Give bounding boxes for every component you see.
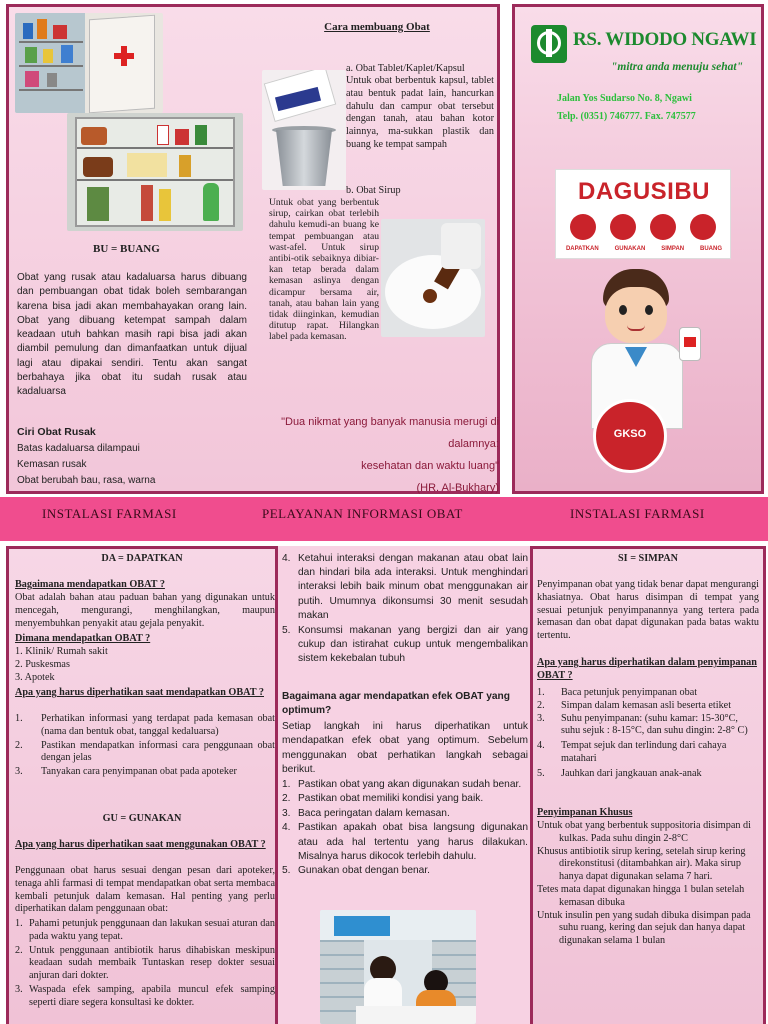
da-places	[15, 646, 275, 684]
mid-step	[282, 821, 528, 864]
gu-item	[15, 918, 275, 944]
si-intro: Penyimpanan obat yang tidak benar dapat mengurangi khasiatnya. Obat harus disimpan di tempat yang sesuai petunjuk penyimpanannya yang tertera pada kemasan dan obat dapat digunakan pada batas waktu tertentu.	[537, 579, 759, 642]
item-number: 3.	[537, 712, 545, 724]
sink-photo	[381, 219, 485, 337]
item-number: 4.	[282, 822, 291, 834]
da-gu-panel	[6, 546, 278, 1024]
usage-panel	[278, 546, 530, 1024]
item-text: Gunakan obat dengan benar.	[298, 865, 430, 877]
place-item: 2. Puskesmas	[15, 658, 70, 670]
da-item	[15, 766, 275, 779]
item-text: Tempat sejuk dan terlindung dari cahaya matahari	[561, 740, 727, 764]
si-panel	[530, 546, 766, 1024]
da-title: DA = DAPATKAN	[101, 553, 183, 564]
item-number: 5.	[282, 865, 291, 877]
item-number: 2.	[15, 944, 23, 956]
si-items	[537, 687, 759, 781]
gu-answer: Penggunaan obat harus sesuai dengan pesan dari apoteker, tenaga ahli farmasi di tempat mendapatkan obat serta membaca kembali petunjuk dalam kemasan. Hal penting yang perlu diperhatikan dalam penggunaan obat:	[15, 865, 275, 915]
khusus-item: Khusus antibiotik sirup kering, setelah sirup kering direkonstitusi (ditambahkan air). Maka sirup hanya dapat digunakan selama 7 hari.	[537, 845, 746, 883]
item-text: Waspada efek samping, apabila muncul efek samping seperti diare segera konsultasi ke dokter.	[29, 983, 275, 1008]
gu-item	[15, 945, 275, 983]
item-number: 1.	[15, 713, 23, 724]
ciri-title: Ciri Obat Rusak	[17, 426, 96, 438]
khusus-item: Untuk obat yang berbentuk suppositoria disimpan di kulkas. Pada suhu dingin 2-8°C	[537, 820, 751, 844]
quote-line-1: "Dua nikmat yang banyak manusia merugi di dalamnya:	[281, 416, 499, 450]
tablet-text: Untuk obat berbentuk kapsul, tablet atau bentuk padat lain, hancurkan dahulu dan campur obat tersebut dengan tanah, atau bahan kotor lainnya, ma-sukkan plastik dan buang ke tempat sampah	[346, 75, 494, 150]
title-band	[0, 497, 768, 541]
item-text: Perhatikan informasi yang terdapat pada kemasan obat (nama dan bentuk obat, tanggal kedaluarsa)	[41, 713, 275, 737]
mid-items-top	[282, 552, 528, 667]
item-number: 5.	[282, 625, 291, 637]
item-text: Pastikan apakah obat bisa langsung digunakan atau ada hal tertentu yang harus dilakukan. Misalnya harus dikocok terlebih dahulu.	[298, 822, 528, 863]
da-item	[15, 713, 275, 739]
bu-title: BU = BUANG	[93, 243, 160, 255]
item-text: Untuk penggunaan antibiotik harus dihabiskan meskipun keadaan sudah membaik Tuntaskan resep dokter sesuai anjuran dari dokter.	[29, 944, 275, 982]
da-items	[15, 713, 275, 779]
place-item: 1. Klinik/ Rumah sakit	[15, 646, 108, 657]
mid-step	[282, 807, 528, 821]
sirup-text: Untuk obat yang berbentuk sirup, cairkan obat terlebih dahulu kemudi-an buang ke tempat pembuangan atau wast-afel. Untuk sirup antibi-otik sebaiknya dibiar-kan tetap berada dalam kemasan aslinya dengan dicampur bersama air, tanah, atau bahan lain yang tidak diinginkan, kemudian ditutup rapat. Hilangkan label pada kemasan.	[269, 197, 379, 343]
hospital-address: Jalan Yos Sudarso No. 8, Ngawi	[557, 93, 692, 104]
cara-membuang-title: Cara membuang Obat	[324, 21, 430, 33]
item-text: Jauhkan dari jangkauan anak-anak	[561, 767, 702, 779]
bu-text: Obat yang rusak atau kadaluarsa harus dibuang dan pembuangan obat tidak boleh sembarangan karena bisa jadi akan membahayakan orang lain. Obat yang dibuang ketempat sampah dalam keadaan utuh bahkan masih rapi bisa jadi akan diambil pemulung dan dimanfaatkan untuk dijual lagi atau dipakai sendiri. Tentu akan sangat berbahaya jika obat itu sudah rusak atau kadaluarsa	[17, 272, 247, 398]
dapatkan-icon	[570, 214, 596, 240]
da-answer-1: Obat adalah bahan atau paduan bahan yang digunakan untuk mencegah, mengurangi, menghilangkan, maupun menyembuhkan penyakit atau gejala penyakit.	[15, 592, 275, 629]
gu-item	[15, 984, 275, 1010]
khusus-item: Untuk insulin pen yang sudah dibuka disimpan pada suhu ruang, kering dan sejuk dan hanya dapat digunakan selama 1 bulan	[537, 909, 751, 947]
hospital-tagline: "mitra anda menuju sehat"	[611, 61, 743, 73]
da-question-1: Bagaimana mendapatkan OBAT ?	[15, 579, 165, 590]
ciri-item: Kemasan rusak	[17, 459, 87, 470]
dagusibu-labels	[558, 246, 730, 252]
pharmacy-counter-photo	[320, 910, 476, 1024]
da-item	[15, 740, 275, 766]
item-text: Konsumsi makanan yang bergizi dan air yang cukup dan istirahat cukup untuk mengembalikan sistem kekebalan tubuh	[298, 625, 528, 665]
si-item	[537, 768, 759, 781]
item-number: 4.	[537, 740, 545, 752]
trash-bin-photo	[262, 70, 346, 190]
mid-step	[282, 778, 528, 792]
tablet-title: a. Obat Tablet/Kaplet/Kapsul	[346, 63, 465, 74]
item-text: Baca peringatan dalam kemasan.	[298, 807, 450, 819]
dagusibu-logo	[555, 169, 731, 259]
item-number: 1.	[537, 687, 545, 698]
gu-question: Apa yang harus diperhatikan saat menggunakan OBAT ?	[15, 839, 266, 850]
item-number: 3.	[282, 807, 291, 819]
band-left-title: INSTALASI FARMASI	[42, 506, 177, 521]
item-text: Pastikan obat yang akan digunakan sudah benar.	[298, 779, 522, 790]
hospital-name: RS. WIDODO NGAWI	[573, 29, 757, 50]
item-number: 2.	[537, 699, 545, 711]
item-text: Simpan dalam kemasan asli beserta etiket	[561, 699, 732, 711]
refrigerator-photo	[67, 113, 243, 231]
item-number: 1.	[15, 918, 23, 929]
hadith-quote	[269, 411, 499, 499]
item-number: 5.	[537, 767, 545, 779]
item-text: Tanyakan cara penyimpanan obat pada apoteker	[41, 766, 237, 778]
mid-answer: Setiap langkah ini harus diperhatikan untuk mendapatkan efek obat yang optimum. Sebelum menggunakan obat perhatikan langkah sebagai berikut.	[282, 721, 528, 776]
gkso-badge	[593, 399, 667, 473]
si-item	[537, 687, 759, 700]
ciri-list	[17, 441, 155, 489]
medicine-cabinet-photo	[15, 13, 163, 113]
gu-title: GU = GUNAKAN	[102, 813, 182, 824]
quote-source: (HR. Al-Bukhary)	[416, 482, 499, 494]
gkso-label: GKSO	[613, 428, 647, 440]
si-item	[537, 700, 759, 713]
mid-step	[282, 864, 528, 878]
item-text: Pastikan obat memiliki kondisi yang baik.	[298, 793, 484, 805]
place-item: 3. Apotek	[15, 671, 55, 683]
si-question: Apa yang harus diperhatikan dalam penyimpanan OBAT ?	[537, 657, 757, 681]
item-number: 1.	[282, 779, 291, 790]
cover-panel	[512, 4, 764, 494]
quote-line-2: kesehatan dan waktu luang"	[361, 460, 499, 472]
buang-icon	[690, 214, 716, 240]
si-item	[537, 713, 759, 739]
dagusibu-label: SIMPAN	[661, 246, 685, 252]
si-khusus-title: Penyimpanan Khusus	[537, 807, 633, 818]
item-number: 2.	[15, 739, 23, 751]
item-number: 2.	[282, 793, 291, 805]
gunakan-icon	[610, 214, 636, 240]
item-text: Pastikan mendapatkan informasi cara penggunaan obat dengan jelas	[41, 739, 275, 764]
item-number: 3.	[15, 766, 23, 778]
hospital-phone: Telp. (0351) 746777. Fax. 747577	[557, 111, 696, 122]
item-number: 4.	[282, 553, 291, 564]
disposal-panel	[6, 4, 500, 494]
khusus-item: Tetes mata dapat digunakan hingga 1 bulan setelah kemasan dibuka	[537, 883, 745, 908]
gu-items	[15, 918, 275, 1010]
item-number: 3.	[15, 983, 23, 995]
hospital-logo-icon	[531, 25, 567, 63]
da-question-2: Dimana mendapatkan OBAT ?	[15, 633, 151, 644]
dagusibu-title: DAGUSIBU	[577, 178, 710, 205]
mid-item	[282, 624, 528, 667]
mid-step	[282, 792, 528, 806]
band-center-title: PELAYANAN INFORMASI OBAT	[262, 506, 463, 521]
si-item	[537, 740, 759, 766]
ciri-item: Batas kadaluarsa dilampaui	[17, 443, 140, 454]
mid-item	[282, 552, 528, 623]
mid-items	[282, 778, 528, 879]
item-text: Baca petunjuk penyimpanan obat	[561, 687, 698, 698]
ciri-item: Obat berubah bau, rasa, warna	[17, 475, 156, 486]
item-text: Suhu penyimpanan: (suhu kamar: 15-30°C, suhu sejuk : 8-15°C, dan suhu dingin: 2-8° C)	[561, 712, 748, 737]
item-text: Ketahui interaksi dengan makanan atau obat lain dan hindari bila ada interaksi. Untuk menghindari interaksi lebih baik minum obat menggunakan air putih. Umumnya dikonsumsi 30 menit sesudah makan	[298, 553, 528, 621]
item-text: Pahami petunjuk penggunaan dan lakukan sesuai aturan dan pada waktu yang tepat.	[29, 918, 275, 942]
si-title: SI = SIMPAN	[618, 553, 678, 564]
dagusibu-label: DAPATKAN	[565, 246, 599, 252]
band-right-title: INSTALASI FARMASI	[570, 506, 705, 521]
sirup-text-head	[269, 197, 379, 343]
mid-question: Bagaimana agar mendapatkan efek OBAT yang optimum?	[282, 691, 510, 716]
simpan-icon	[650, 214, 676, 240]
da-question-3: Apa yang harus diperhatikan saat mendapatkan OBAT ?	[15, 687, 264, 698]
sirup-title: b. Obat Sirup	[346, 185, 401, 196]
si-khusus-list	[537, 820, 759, 948]
dagusibu-label: GUNAKAN	[614, 246, 646, 252]
dagusibu-label: BUANG	[700, 246, 723, 252]
